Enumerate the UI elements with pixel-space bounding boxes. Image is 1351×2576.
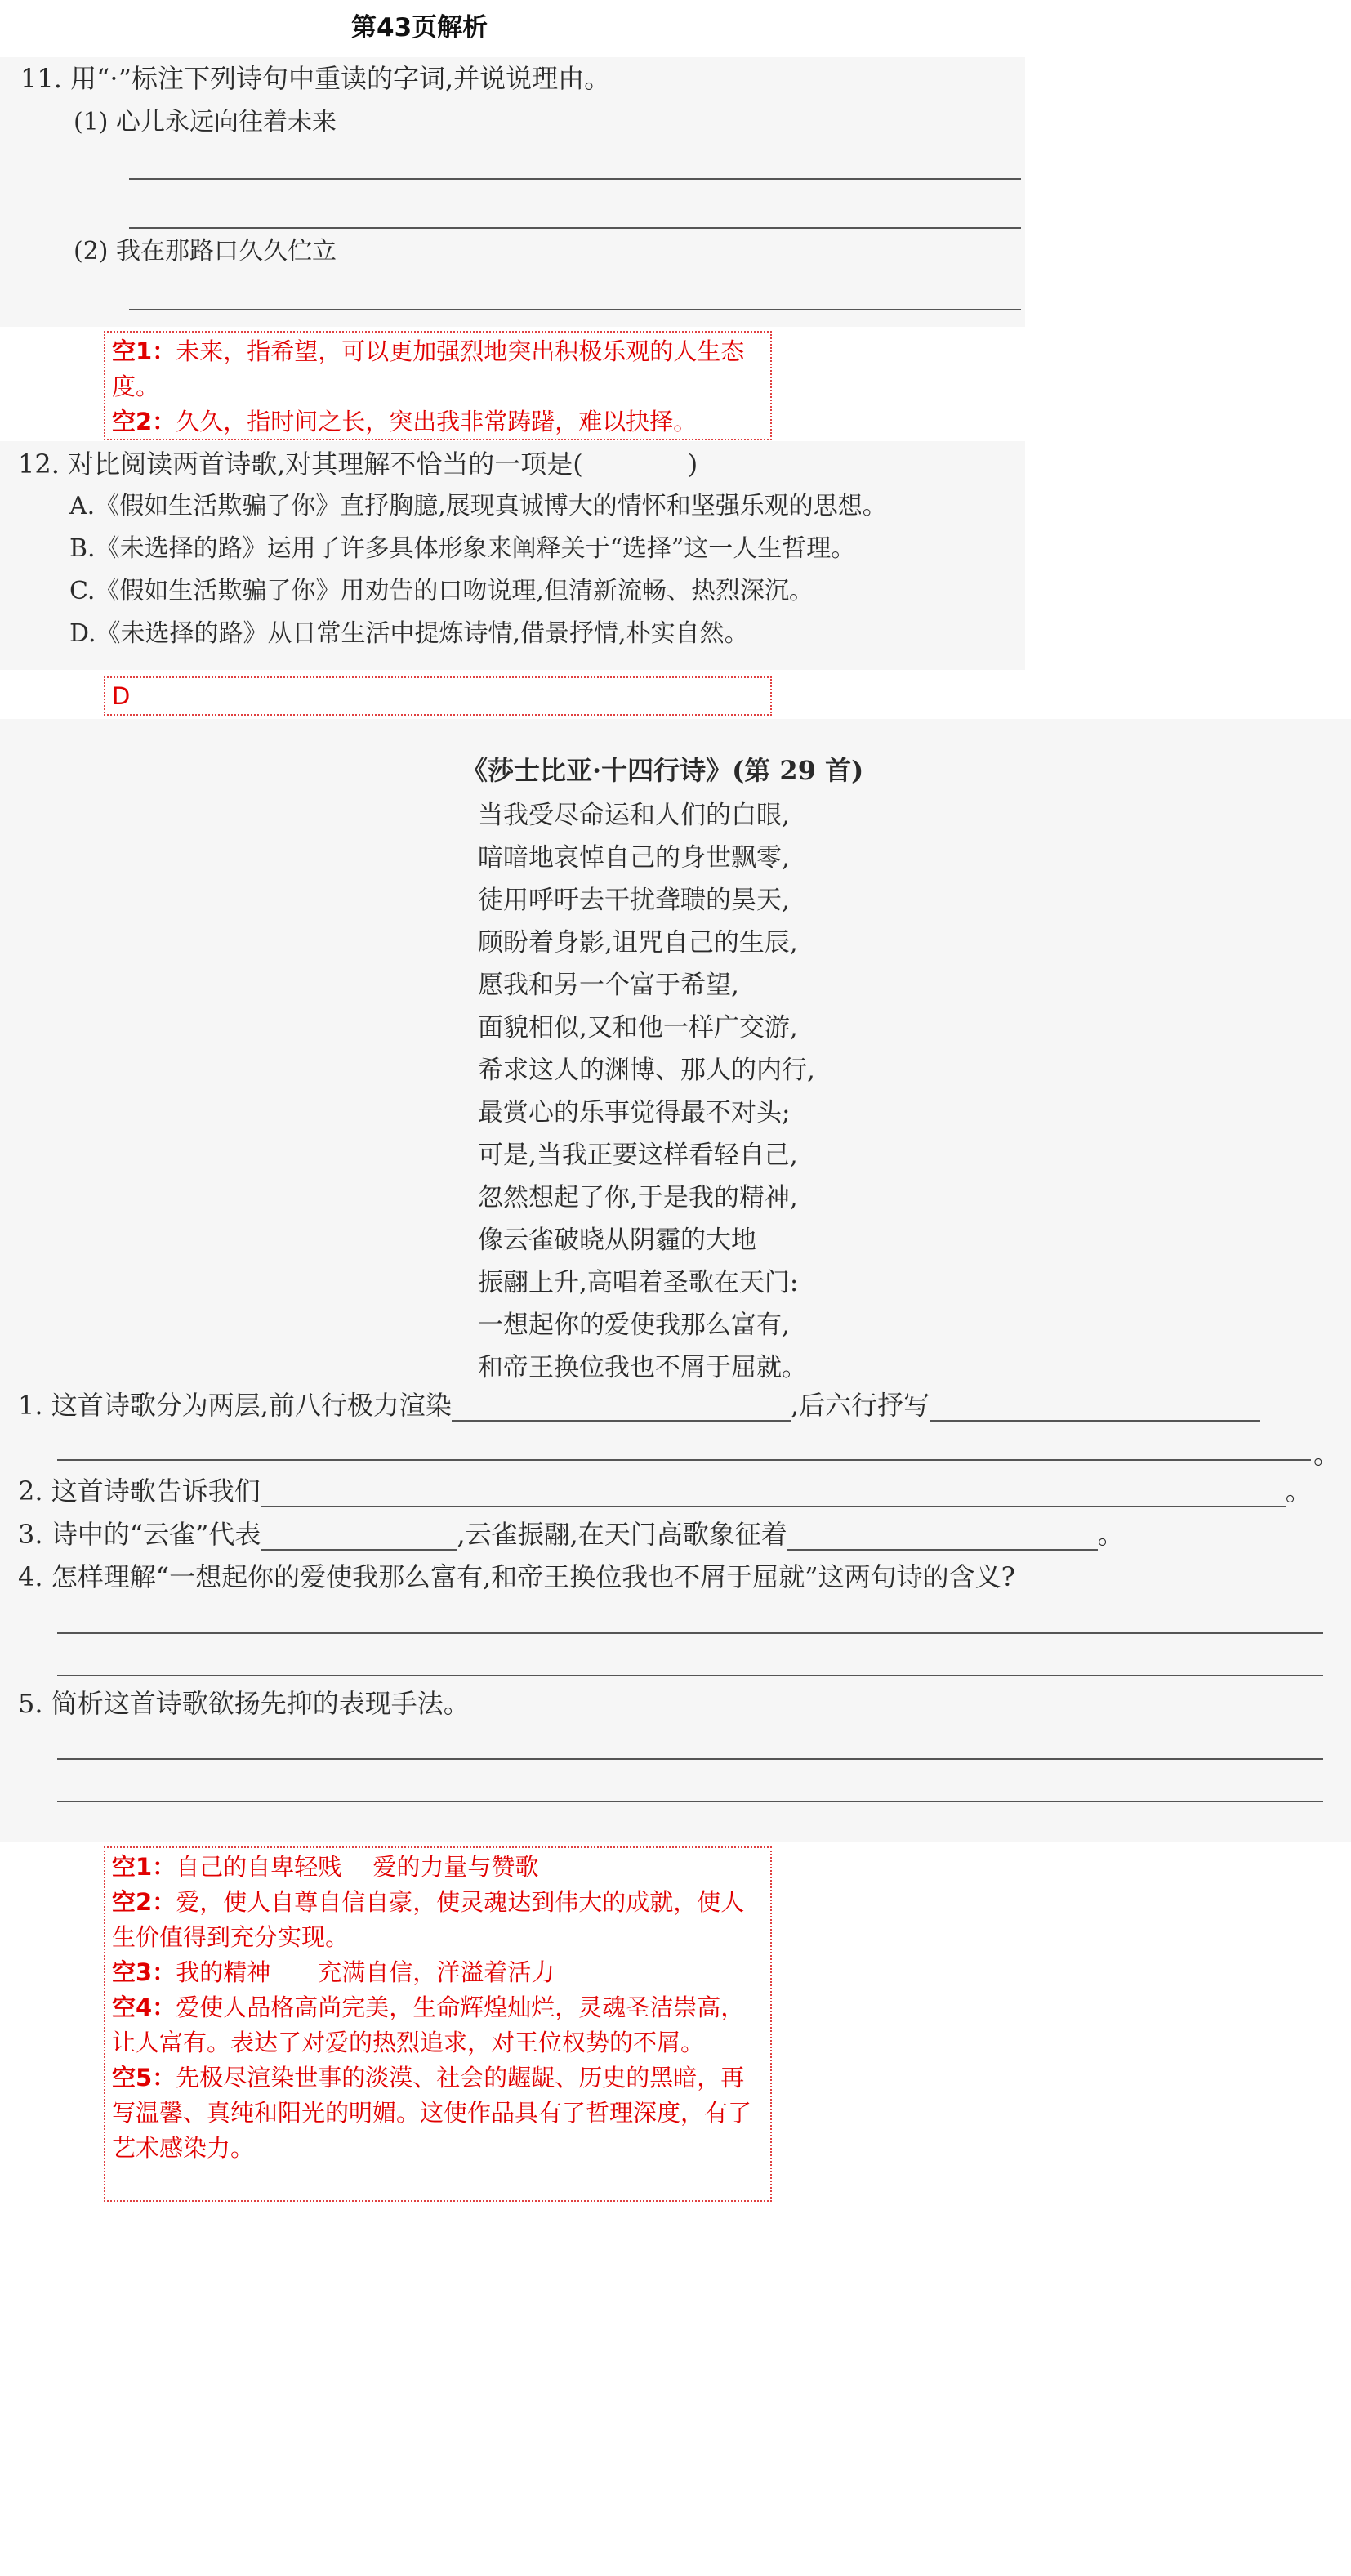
question-2 bbox=[18, 1475, 1312, 1507]
answer-text: 自己的自卑轻贱 爱的力量与赞歌 bbox=[176, 1853, 539, 1881]
question-text: ,云雀振翮,在天门高歌象征着 bbox=[457, 1519, 787, 1550]
answer-blank[interactable] bbox=[261, 1525, 457, 1551]
poem-line: 一想起你的爱使我那么富有, bbox=[478, 1310, 790, 1340]
answer-text: 未来，指希望，可以更加强烈地突出积极乐观的人生态度。 bbox=[112, 337, 745, 400]
answer-line bbox=[129, 309, 1021, 310]
question-1 bbox=[18, 1389, 1260, 1422]
page-title: 第43页解析 bbox=[351, 13, 488, 42]
poem-line: 徒用呼吁去干扰聋聩的昊天, bbox=[478, 886, 790, 915]
answer-line bbox=[129, 178, 1021, 180]
q11-sub2: (2) 我在那路口久久伫立 bbox=[74, 237, 337, 266]
poem-scan bbox=[0, 719, 1351, 1842]
answer-blank[interactable] bbox=[930, 1395, 1260, 1422]
answer-line bbox=[57, 1675, 1323, 1676]
answer-item bbox=[112, 2060, 764, 2166]
q11-sub1: (1) 心儿永远向往着未来 bbox=[74, 108, 337, 136]
answer-label: 空1： bbox=[112, 1853, 176, 1881]
q11-stem: 11. 用“·”标注下列诗句中重读的字词,并说说理由。 bbox=[20, 63, 611, 94]
answer-blank[interactable] bbox=[261, 1481, 1286, 1507]
question-3 bbox=[18, 1518, 1124, 1551]
poem-line: 希求这人的渊博、那人的内行, bbox=[478, 1056, 815, 1085]
answer-item bbox=[112, 1990, 764, 2060]
poem-line: 忽然想起了你,于是我的精神, bbox=[478, 1183, 798, 1212]
answer-item bbox=[112, 1955, 764, 1990]
answer-text: 爱，使人自尊自信自豪，使灵魂达到伟大的成就，使人生价值得到充分实现。 bbox=[112, 1888, 745, 1951]
answer-text: 我的精神 充满自信，洋溢着活力 bbox=[176, 1958, 555, 1986]
answer-item bbox=[112, 1885, 764, 1955]
answer-box-q12 bbox=[104, 676, 772, 716]
poem-line: 暗暗地哀悼自己的身世飘零, bbox=[478, 843, 790, 873]
question-text: ,后六行抒写 bbox=[790, 1390, 930, 1421]
poem-line: 和帝王换位我也不屑于屈就。 bbox=[478, 1353, 807, 1382]
poem-title: 《莎士比亚·十四行诗》(第 29 首) bbox=[461, 755, 864, 786]
answer-line bbox=[57, 1459, 1311, 1461]
answer-text: D bbox=[112, 682, 131, 710]
answer-line-1 bbox=[112, 334, 764, 404]
poem-line: 面貌相似,又和他一样广交游, bbox=[478, 1013, 798, 1042]
question-text: 3. 诗中的“云雀”代表 bbox=[18, 1519, 261, 1550]
poem-line: 顾盼着身影,诅咒自己的生辰, bbox=[478, 928, 798, 958]
answer-blank[interactable] bbox=[452, 1395, 791, 1422]
question-end: 。 bbox=[1285, 1476, 1312, 1507]
answer-label: 空2： bbox=[112, 1888, 176, 1916]
question-text: 1. 这首诗歌分为两层,前八行极力渲染 bbox=[18, 1390, 452, 1421]
q12-scan bbox=[0, 441, 1025, 670]
poem-line: 振翮上升,高唱着圣歌在天门: bbox=[478, 1268, 799, 1297]
q12-stem: 12. 对比阅读两首诗歌,对其理解不恰当的一项是( ) bbox=[18, 449, 698, 480]
answer-label: 空3： bbox=[112, 1958, 176, 1986]
answer-box-poem bbox=[104, 1846, 772, 2202]
poem-body bbox=[478, 794, 815, 1389]
answer-label: 空5： bbox=[112, 2064, 176, 2092]
answer-blank[interactable] bbox=[787, 1525, 1098, 1551]
poem-line: 当我受尽命运和人们的白眼, bbox=[478, 801, 790, 830]
question-4: 4. 怎样理解“一想起你的爱使我那么富有,和帝王换位我也不屑于屈就”这两句诗的含义? bbox=[18, 1561, 1015, 1592]
answer-label: 空1： bbox=[112, 337, 176, 365]
q12-option-d: D.《未选择的路》从日常生活中提炼诗情,借景抒情,朴实自然。 bbox=[69, 619, 749, 648]
poem-line: 最赏心的乐事觉得最不对头; bbox=[478, 1098, 791, 1127]
answer-line bbox=[57, 1758, 1323, 1760]
answer-line bbox=[129, 227, 1021, 229]
question-text: 2. 这首诗歌告诉我们 bbox=[18, 1476, 261, 1507]
poem-line: 愿我和另一个富于希望, bbox=[478, 971, 739, 1000]
question-5: 5. 简析这首诗歌欲扬先抑的表现手法。 bbox=[18, 1688, 470, 1719]
question-1-end: 。 bbox=[1313, 1439, 1340, 1470]
answer-text: 先极尽渲染世事的淡漠、社会的龌龊、历史的黑暗，再写温馨、真纯和阳光的明媚。这使作品具有了哲理深度，有了艺术感染力。 bbox=[112, 2064, 752, 2162]
answer-line-2 bbox=[112, 404, 764, 440]
poem-line: 可是,当我正要这样看轻自己, bbox=[478, 1141, 798, 1170]
question-end: 。 bbox=[1097, 1519, 1124, 1550]
answer-line bbox=[57, 1801, 1323, 1802]
answer-line bbox=[57, 1632, 1323, 1634]
answer-text: 爱使人品格高尚完美，生命辉煌灿烂，灵魂圣洁崇高，让人富有。表达了对爱的热烈追求，对王位权势的不屑。 bbox=[112, 1993, 745, 2056]
q11-scan bbox=[0, 57, 1025, 327]
answer-box-q11 bbox=[104, 331, 772, 440]
q12-option-a: A.《假如生活欺骗了你》直抒胸臆,展现真诚博大的情怀和坚强乐观的思想。 bbox=[69, 492, 887, 520]
poem-line: 像云雀破晓从阴霾的大地 bbox=[478, 1225, 756, 1255]
answer-text: 久久，指时间之长，突出我非常踌躇，难以抉择。 bbox=[176, 408, 698, 435]
answer-label: 空2： bbox=[112, 408, 176, 435]
q12-option-b: B.《未选择的路》运用了许多具体形象来阐释关于“选择”这一人生哲理。 bbox=[69, 534, 856, 563]
q12-option-c: C.《假如生活欺骗了你》用劝告的口吻说理,但清新流畅、热烈深沉。 bbox=[69, 577, 814, 605]
answer-item bbox=[112, 1850, 764, 1885]
answer-label: 空4： bbox=[112, 1993, 176, 2021]
